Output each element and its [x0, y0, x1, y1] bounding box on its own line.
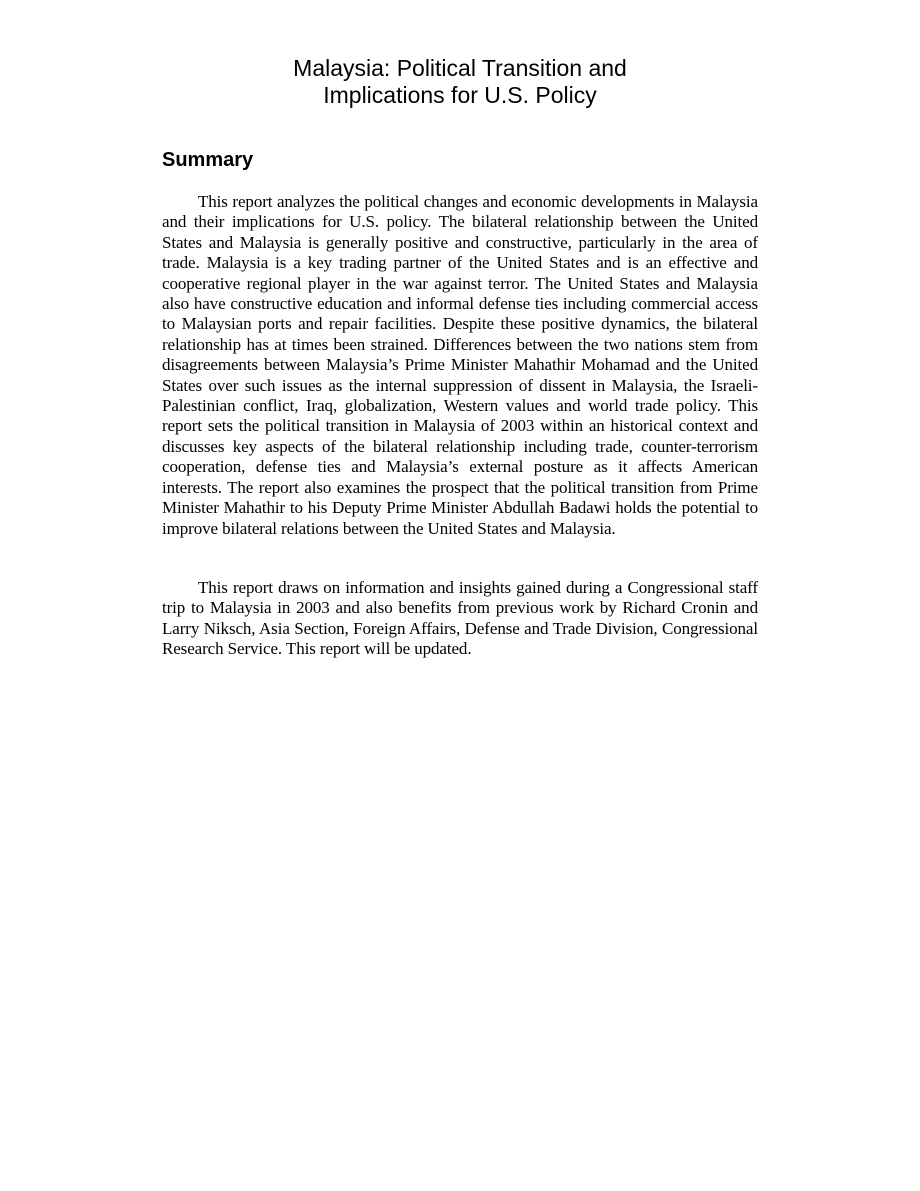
summary-heading: Summary — [162, 149, 254, 171]
summary-paragraph-2: This report draws on information and insights gained during a Congressional staff trip to Malaysia in 2003 and also benefits from previous work by Richard Cronin and Larry Niksch, Asia Section, Foreign Affairs, Defense and Trade Division, Congressional Research Service. This report will be updated. — [162, 578, 758, 659]
summary-paragraph-1: This report analyzes the political changes and economic developments in Malaysia and their implications for U.S. policy. The bilateral relationship between the United States and Malaysia is generally positive and constructive, particularly in the area of trade. Malaysia is a key trading partner of the United States and is an effective and cooperative regional player in the war against terror. The United States and Malaysia also have constructive education and informal defense ties including commercial access to Malaysian ports and repair facilities. Despite these positive dynamics, the bilateral relationship has at times been strained. Differences between the two nations stem from disagreements between Malaysia’s Prime Minister Mahathir Mohamad and the United States over such issues as the internal suppression of dissent in Malaysia, the Israeli-Palestinian conflict, Iraq, globalization, Western values and world trade policy. This report sets the political transition in Malaysia of 2003 within an historical context and discusses key aspects of the bilateral relationship including trade, counter-terrorism cooperation, defense ties and Malaysia’s external posture as it affects American interests. The report also examines the prospect that the political transition from Prime Minister Mahathir to his Deputy Prime Minister Abdullah Badawi holds the potential to improve bilateral relations between the United States and Malaysia. — [162, 192, 758, 538]
title-line-2: Implications for U.S. Policy — [323, 82, 597, 108]
document-title — [0, 55, 920, 109]
title-line-1: Malaysia: Political Transition and — [293, 55, 627, 81]
